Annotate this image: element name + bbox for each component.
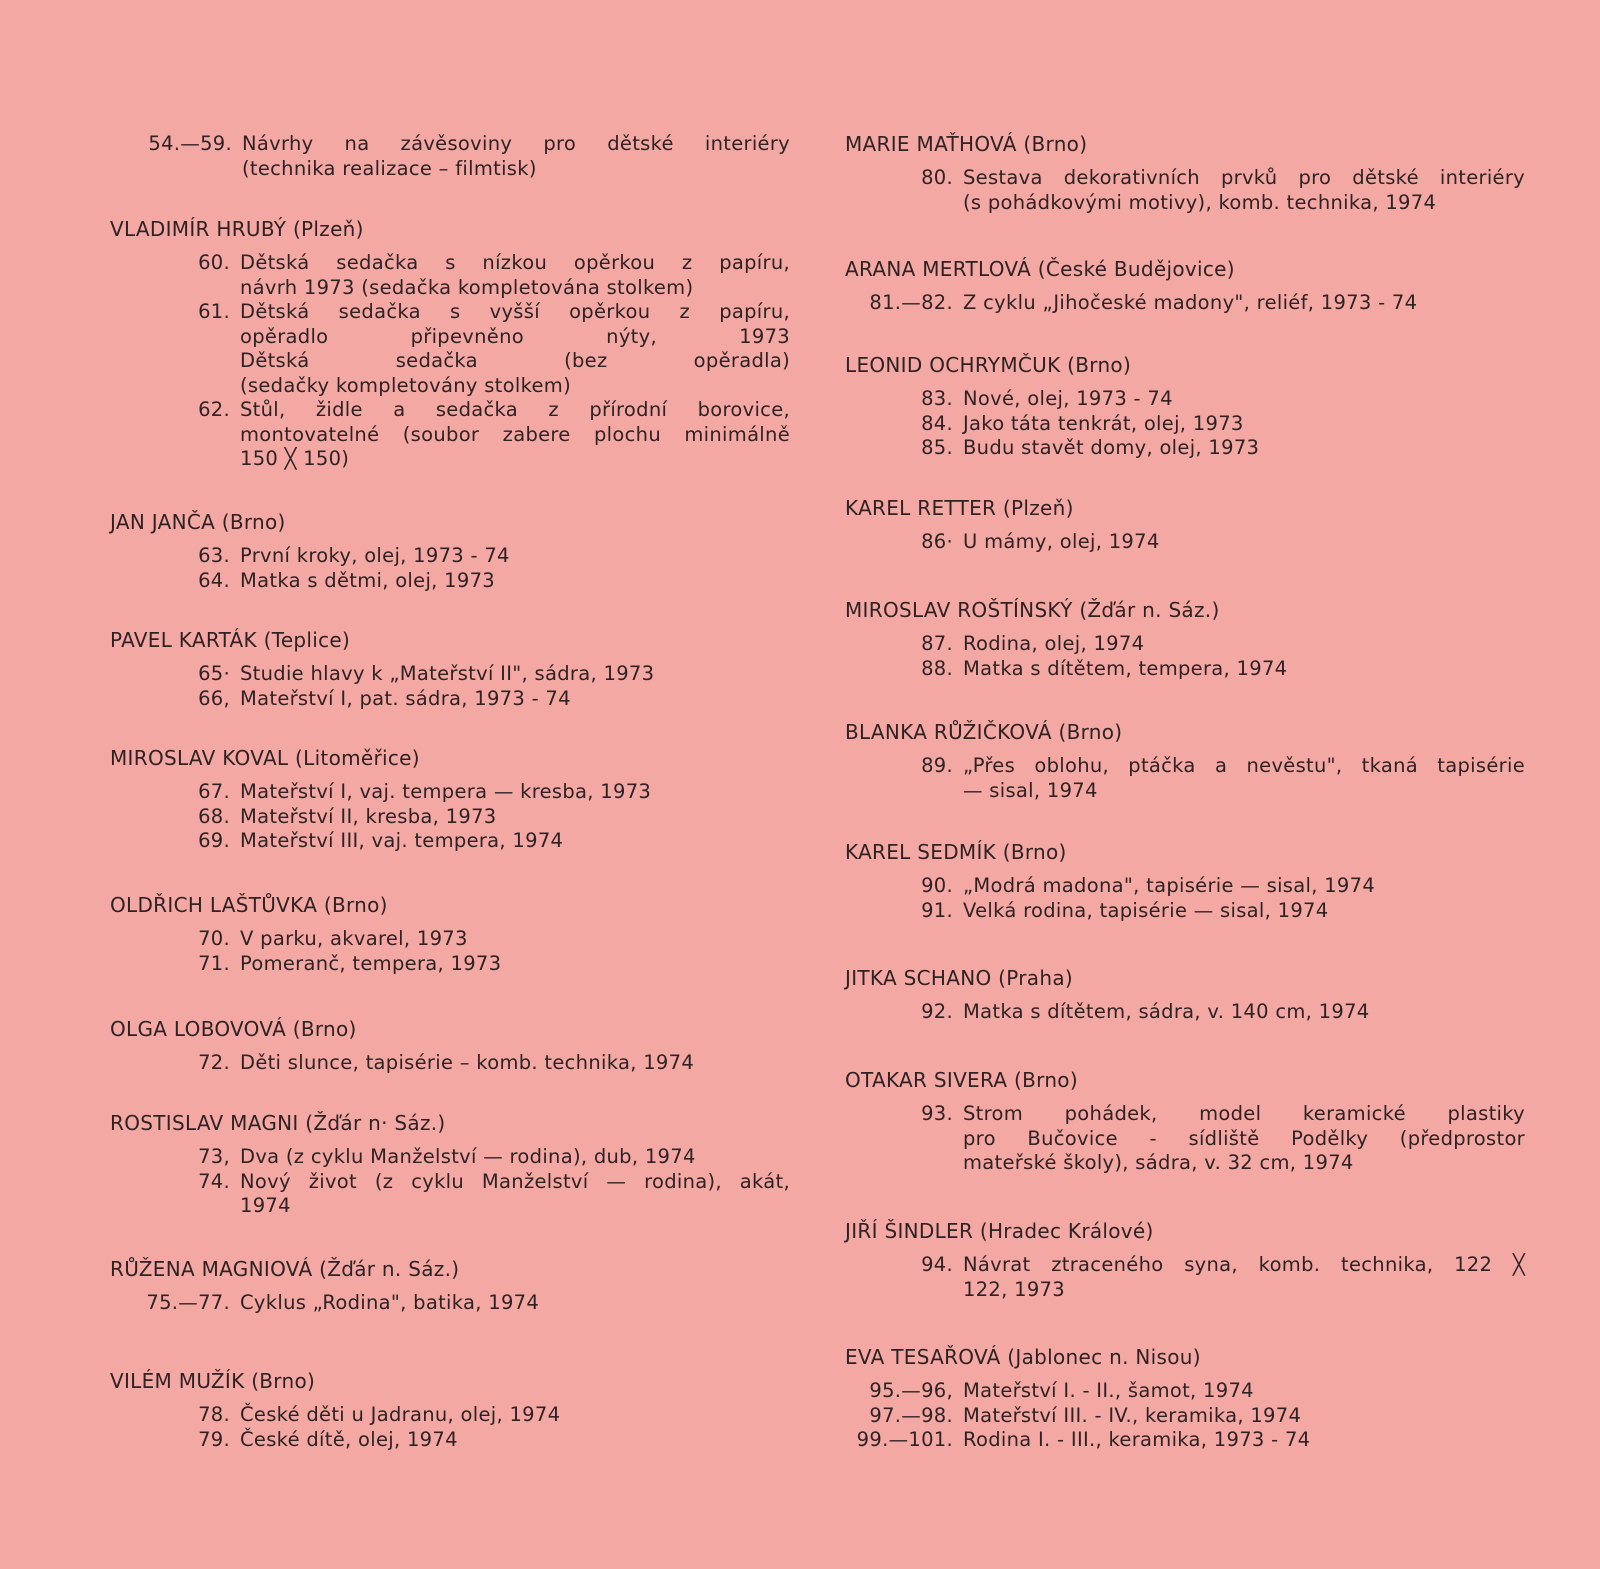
work-line: Dětská sedačka (bez opěradla): [240, 349, 790, 372]
catalogue-entry: [110, 1017, 790, 1076]
work-description: [963, 1428, 1525, 1453]
catalogue-entry: [110, 217, 790, 472]
work-line: Pomeranč, tempera, 1973: [240, 951, 502, 975]
work-number: 75.—77.: [146, 1291, 230, 1314]
artist-name: MIROSLAV KOVAL (Litoměřice): [110, 746, 420, 770]
work-line: „Přes oblohu, ptáčka a nevěstu", tkaná tapisérie: [963, 754, 1525, 777]
work-item: [110, 687, 790, 712]
artist-name: OLGA LOBOVOVÁ (Brno): [110, 1017, 357, 1041]
work-number: 94.: [921, 1253, 953, 1276]
work-line: 1974: [240, 1194, 291, 1217]
work-item: [845, 754, 1525, 803]
artist-name: JIŘÍ ŠINDLER (Hradec Králové): [845, 1219, 1154, 1243]
work-item: [110, 805, 790, 830]
works-list: [122, 132, 790, 181]
catalogue-entry: [110, 1257, 790, 1316]
work-line: Mateřství I. - II., šamot, 1974: [963, 1379, 1254, 1402]
work-line: Mateřství III. - IV., keramika, 1974: [963, 1403, 1302, 1427]
work-description: [240, 687, 790, 712]
work-line: České děti u Jadranu, olej, 1974: [240, 1403, 561, 1426]
work-item: [845, 436, 1525, 461]
work-line: Dětská sedačka s vyšší opěrkou z papíru,: [240, 300, 790, 323]
work-number: 62.: [198, 398, 230, 421]
work-line: Nové, olej, 1973 - 74: [963, 387, 1173, 410]
work-line: Mateřství II, kresba, 1973: [240, 804, 497, 828]
work-line: V parku, akvarel, 1973: [240, 927, 468, 950]
work-number: 65·: [198, 662, 230, 685]
works-list: [845, 387, 1525, 461]
work-item: [845, 412, 1525, 437]
work-line: Děti slunce, tapisérie – komb. technika, 1974: [240, 1051, 695, 1074]
work-number: 63.: [198, 544, 230, 567]
work-item: [110, 927, 790, 952]
work-line: pro Bučovice - sídliště Podělky (předprostor: [963, 1126, 1525, 1150]
artist-name: JITKA SCHANO (Praha): [845, 966, 1073, 990]
work-item: [845, 657, 1525, 682]
works-list: [110, 1051, 790, 1076]
work-line: Sestava dekorativních prvků pro dětské interiéry: [963, 166, 1525, 189]
work-description: [240, 1291, 790, 1316]
work-line: Matka s dětmi, olej, 1973: [240, 568, 495, 592]
catalogue-entry: [845, 1219, 1525, 1302]
work-item: [845, 166, 1525, 215]
catalogue-entry: [110, 510, 790, 593]
work-description: [240, 780, 790, 805]
works-list: [845, 1253, 1525, 1302]
work-description: [963, 1102, 1525, 1176]
catalogue-entry: [845, 353, 1525, 461]
work-item: [110, 569, 790, 594]
work-line: Mateřství III, vaj. tempera, 1974: [240, 829, 564, 852]
work-line: Rodina, olej, 1974: [963, 632, 1145, 655]
catalogue-entry: [845, 1345, 1525, 1453]
catalogue-entry: [110, 1111, 790, 1219]
work-line: návrh 1973 (sedačka kompletována stolkem): [240, 275, 694, 299]
work-description: [963, 1000, 1525, 1025]
work-description: [240, 805, 790, 830]
work-item: [110, 300, 790, 398]
work-number: 83.: [921, 387, 953, 410]
artist-name: RŮŽENA MAGNIOVÁ (Žďár n. Sáz.): [110, 1257, 460, 1281]
work-item: [110, 1291, 790, 1316]
work-description: [240, 1170, 790, 1219]
work-number: 69.: [198, 829, 230, 852]
catalogue-entry: [110, 132, 790, 181]
work-line: 150 ╳ 150): [240, 447, 350, 470]
catalogue-entry: [845, 496, 1525, 555]
work-line: „Modrá madona", tapisérie — sisal, 1974: [963, 874, 1376, 897]
work-description: [963, 412, 1525, 437]
work-line: Rodina I. - III., keramika, 1973 - 74: [963, 1428, 1311, 1451]
artist-name: OTAKAR SIVERA (Brno): [845, 1068, 1078, 1092]
artist-name: KAREL RETTER (Plzeň): [845, 496, 1074, 520]
work-description: [963, 1379, 1525, 1404]
work-number: 64.: [198, 568, 230, 592]
work-number: 93.: [921, 1102, 953, 1125]
catalogue-entry: [845, 840, 1525, 923]
catalogue-entry: [110, 628, 790, 711]
artist-name: VLADIMÍR HRUBÝ (Plzeň): [110, 217, 364, 241]
work-item: [110, 780, 790, 805]
works-list: [110, 780, 790, 854]
work-line: Jako táta tenkrát, olej, 1973: [963, 411, 1244, 435]
catalogue-entry: [110, 1369, 790, 1452]
catalogue-entry: [845, 966, 1525, 1025]
work-description: [963, 1404, 1525, 1429]
artist-name: LEONID OCHRYMČUK (Brno): [845, 353, 1132, 377]
work-item: [110, 1145, 790, 1170]
work-description: [240, 829, 790, 854]
work-line: České dítě, olej, 1974: [240, 1427, 458, 1451]
work-number: 68.: [198, 804, 230, 828]
work-line: Matka s dítětem, sádra, v. 140 cm, 1974: [963, 1000, 1370, 1023]
works-list: [845, 754, 1525, 803]
work-item: [110, 952, 790, 977]
works-list: [110, 544, 790, 593]
work-number: 84.: [921, 411, 953, 435]
work-description: [963, 530, 1525, 555]
work-description: [240, 1051, 790, 1076]
work-item: [122, 132, 790, 181]
work-item: [110, 1428, 790, 1453]
works-list: [110, 251, 790, 472]
work-item: [845, 632, 1525, 657]
work-item: [845, 1000, 1525, 1025]
artist-name: ROSTISLAV MAGNI (Žďár n· Sáz.): [110, 1111, 446, 1135]
catalogue-entry: [845, 132, 1525, 215]
work-number: 80.: [921, 166, 953, 189]
works-list: [845, 632, 1525, 681]
catalogue-entry: [845, 257, 1525, 316]
work-description: [240, 251, 790, 300]
works-list: [110, 1291, 790, 1316]
artist-name: OLDŘICH LAŠTŮVKA (Brno): [110, 893, 388, 917]
work-number: 73,: [198, 1145, 230, 1168]
work-number: 92.: [921, 1000, 953, 1023]
work-item: [110, 544, 790, 569]
catalogue-entry: [845, 1068, 1525, 1176]
work-line: Dětská sedačka s nízkou opěrkou z papíru,: [240, 251, 790, 274]
work-description: [963, 899, 1525, 924]
work-number: 97.—98.: [869, 1403, 953, 1427]
work-line: U mámy, olej, 1974: [963, 530, 1160, 553]
work-line: (sedačky kompletovány stolkem): [240, 373, 571, 397]
work-item: [845, 1404, 1525, 1429]
work-description: [240, 398, 790, 472]
artist-name: MARIE MAŤHOVÁ (Brno): [845, 132, 1088, 156]
work-line: Z cyklu „Jihočeské madony", reliéf, 1973 - 74: [963, 291, 1418, 314]
work-line: Stůl, židle a sedačka z přírodní borovice,: [240, 398, 790, 421]
work-item: [110, 251, 790, 300]
artist-name: KAREL SEDMÍK (Brno): [845, 840, 1067, 864]
work-line: Strom pohádek, model keramické plastiky: [963, 1102, 1525, 1125]
work-line: Návrhy na závěsoviny pro dětské interiéry: [242, 132, 790, 155]
work-number: 79.: [198, 1427, 230, 1451]
artist-name: PAVEL KARTÁK (Teplice): [110, 628, 351, 652]
work-item: [110, 398, 790, 472]
work-number: 71.: [198, 951, 230, 975]
works-list: [845, 874, 1525, 923]
work-line: Matka s dítětem, tempera, 1974: [963, 656, 1288, 680]
artist-name: ARANA MERTLOVÁ (České Budějovice): [845, 257, 1235, 281]
catalogue-entry: [845, 598, 1525, 681]
work-item: [845, 1428, 1525, 1453]
work-line: Návrat ztraceného syna, komb. technika, 122 ╳: [963, 1253, 1525, 1276]
work-description: [963, 1253, 1525, 1302]
work-description: [963, 291, 1525, 316]
work-description: [240, 1428, 790, 1453]
work-number: 54.—59.: [148, 132, 232, 155]
work-number: 86·: [921, 530, 953, 553]
works-list: [845, 530, 1525, 555]
work-line: 122, 1973: [963, 1277, 1065, 1301]
work-item: [845, 1253, 1525, 1302]
work-description: [242, 132, 790, 181]
work-item: [845, 530, 1525, 555]
artist-name: JAN JANČA (Brno): [110, 510, 286, 534]
work-line: montovatelné (soubor zabere plochu minimálně: [240, 422, 790, 446]
work-line: opěradlo připevněno nýty, 1973: [240, 324, 790, 348]
works-list: [110, 927, 790, 976]
works-list: [845, 166, 1525, 215]
work-item: [845, 874, 1525, 899]
work-description: [240, 662, 790, 687]
catalogue-entry: [845, 720, 1525, 803]
work-item: [110, 1051, 790, 1076]
work-description: [240, 544, 790, 569]
work-item: [110, 829, 790, 854]
artist-name: EVA TESAŘOVÁ (Jablonec n. Nisou): [845, 1345, 1201, 1369]
work-number: 99.—101.: [856, 1428, 953, 1451]
works-list: [110, 1403, 790, 1452]
work-line: Velká rodina, tapisérie — sisal, 1974: [963, 898, 1329, 922]
work-number: 66,: [198, 686, 230, 710]
work-item: [845, 1102, 1525, 1176]
work-item: [845, 899, 1525, 924]
catalogue-entry: [110, 746, 790, 854]
works-list: [845, 1000, 1525, 1025]
work-description: [963, 632, 1525, 657]
work-line: Studie hlavy k „Mateřství II", sádra, 1973: [240, 662, 655, 685]
work-number: 88.: [921, 656, 953, 680]
work-item: [845, 387, 1525, 412]
work-line: mateřské školy), sádra, v. 32 cm, 1974: [963, 1151, 1354, 1174]
work-number: 60.: [198, 251, 230, 274]
work-description: [240, 952, 790, 977]
work-description: [240, 1145, 790, 1170]
work-line: Nový život (z cyklu Manželství — rodina), akát,: [240, 1169, 790, 1193]
works-list: [110, 662, 790, 711]
work-number: 70.: [198, 927, 230, 950]
work-description: [963, 874, 1525, 899]
work-line: (technika realizace – filmtisk): [242, 156, 537, 180]
work-description: [963, 754, 1525, 803]
works-list: [110, 1145, 790, 1219]
work-line: Mateřství I, vaj. tempera — kresba, 1973: [240, 780, 652, 803]
work-item: [110, 1403, 790, 1428]
work-description: [240, 1403, 790, 1428]
work-line: První kroky, olej, 1973 - 74: [240, 544, 510, 567]
work-description: [240, 569, 790, 594]
work-number: 95.—96,: [869, 1379, 953, 1402]
work-item: [845, 291, 1525, 316]
catalogue-entry: [110, 893, 790, 976]
work-number: 87.: [921, 632, 953, 655]
work-description: [963, 387, 1525, 412]
work-number: 91.: [921, 898, 953, 922]
work-number: 90.: [921, 874, 953, 897]
work-line: Budu stavět domy, olej, 1973: [963, 436, 1260, 459]
work-description: [963, 657, 1525, 682]
work-number: 81.—82.: [869, 291, 953, 314]
artist-name: BLANKA RŮŽIČKOVÁ (Brno): [845, 720, 1123, 744]
work-number: 85.: [921, 436, 953, 459]
work-line: — sisal, 1974: [963, 778, 1098, 802]
work-line: Cyklus „Rodina", batika, 1974: [240, 1291, 540, 1314]
work-item: [845, 1379, 1525, 1404]
work-description: [963, 166, 1525, 215]
work-number: 78.: [198, 1403, 230, 1426]
work-number: 72.: [198, 1051, 230, 1074]
work-line: (s pohádkovými motivy), komb. technika, 1974: [963, 190, 1437, 214]
artist-name: MIROSLAV ROŠTÍNSKÝ (Žďár n. Sáz.): [845, 598, 1220, 622]
work-description: [240, 927, 790, 952]
work-number: 74.: [198, 1169, 230, 1193]
work-line: Mateřství I, pat. sádra, 1973 - 74: [240, 686, 571, 710]
artist-name: VILÉM MUŽÍK (Brno): [110, 1369, 316, 1393]
works-list: [845, 1102, 1525, 1176]
work-description: [963, 436, 1525, 461]
work-line: Dva (z cyklu Manželství — rodina), dub, 1974: [240, 1145, 696, 1168]
work-item: [110, 1170, 790, 1219]
work-number: 89.: [921, 754, 953, 777]
works-list: [845, 291, 1525, 316]
work-item: [110, 662, 790, 687]
work-number: 67.: [198, 780, 230, 803]
work-number: 61.: [198, 300, 230, 323]
work-description: [240, 300, 790, 398]
works-list: [845, 1379, 1525, 1453]
